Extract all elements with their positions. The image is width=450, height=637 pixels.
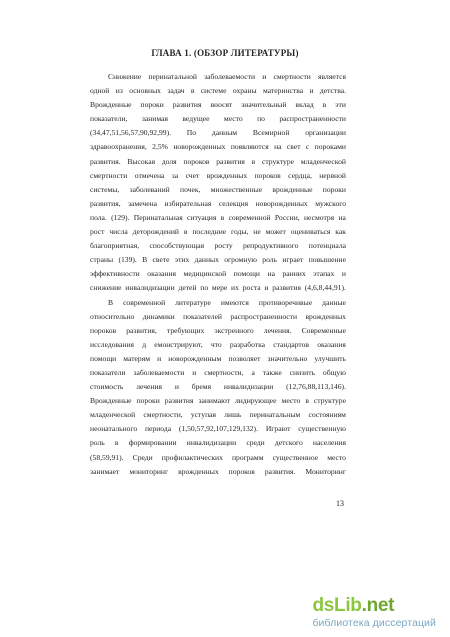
watermark-logo-main: dsLib	[312, 595, 362, 616]
text-line: пороков развития, требующих экстренного лечения. Современные	[90, 325, 346, 335]
text-line: стоимость лечения и бремя инвалидизации (12,76,88,113,146).	[90, 382, 346, 392]
text-line: здравоохранения, 2,5% новорожденных появляются на свет с пороками	[90, 142, 346, 152]
text-line: системы, заболеваний почек, множественные врожденные пороки	[90, 184, 346, 194]
watermark	[312, 595, 436, 629]
text-line: В современной литературе имеются противоречивые данные	[108, 297, 346, 307]
watermark-logo	[312, 595, 436, 617]
text-line: Снижение перинатальной заболеваемости и смертности является	[108, 72, 346, 81]
text-line: развития, замечена избирательная селекция новорожденных мужского	[90, 198, 346, 208]
text-line: неонатального периода (1,50,57,92,107,129,132). Играют существенную	[90, 424, 346, 434]
page-number: 13	[336, 499, 344, 508]
text-line: благоприятная, способствующая росту репродуктивного потенциала	[90, 241, 346, 251]
text-line: младенческой смертности, уступая лишь перинатальным состояниям	[90, 410, 346, 420]
text-line: одной из основных задач в системе охраны материнства и детства.	[90, 86, 346, 96]
text-line: показатели заболеваемости и смертности, а также снизить общую	[90, 367, 346, 377]
text-line: (34,47,51,56,57,90,92,99). По данным Всемирной организации	[90, 128, 346, 138]
text-line: пола. (129). Перинатальная ситуация в современной России, несмотря на	[90, 212, 346, 222]
watermark-subtitle: библиотека диссертаций	[312, 617, 436, 629]
text-line: эффективности оказания медицинской помощи на ранних этапах и	[90, 269, 346, 279]
chapter-title: ГЛАВА 1. (ОБЗОР ЛИТЕРАТУРЫ)	[151, 48, 299, 58]
text-line: снижение инвалидизации детей по мере их роста и развития (4,6,8,44,91).	[90, 283, 346, 293]
text-line: исследования д емонстрируют, что разработка стандартов оказания	[90, 339, 346, 349]
text-line: относительно динамики показателей распространенности врожденных	[90, 311, 346, 321]
text-line: показатели, занимая ведущее место по распространенности	[90, 114, 346, 124]
text-line: рост числа деторождений в последние годы, не может оцениваться как	[90, 227, 346, 237]
text-line: смертности отмечена за счет врожденных пороков сердца, нервной	[90, 170, 346, 180]
text-line: Врожденные пороки развития вносят значительный вклад в эти	[90, 100, 346, 110]
text-line: занимает мониторинг врожденных пороков развития. Мониторинг	[90, 466, 346, 476]
text-line: развития. Высокая доля пороков развития в структуре младенческой	[90, 156, 346, 166]
watermark-logo-tld: .net	[361, 595, 395, 616]
text-line: (58,59,91). Среди профилактических программ существенное место	[90, 452, 346, 462]
text-line: Врожденные пороки развития занимают лидирующее место в структуре	[90, 396, 346, 406]
text-line: страны (139). В свете этих данных огромную роль играет повышение	[90, 255, 346, 265]
text-line: помощи матерям и новорожденным позволяет значительно улучшить	[90, 353, 346, 363]
body-text	[90, 70, 346, 479]
text-line: роль в формировании инвалидизации среди детского населения	[90, 438, 346, 448]
